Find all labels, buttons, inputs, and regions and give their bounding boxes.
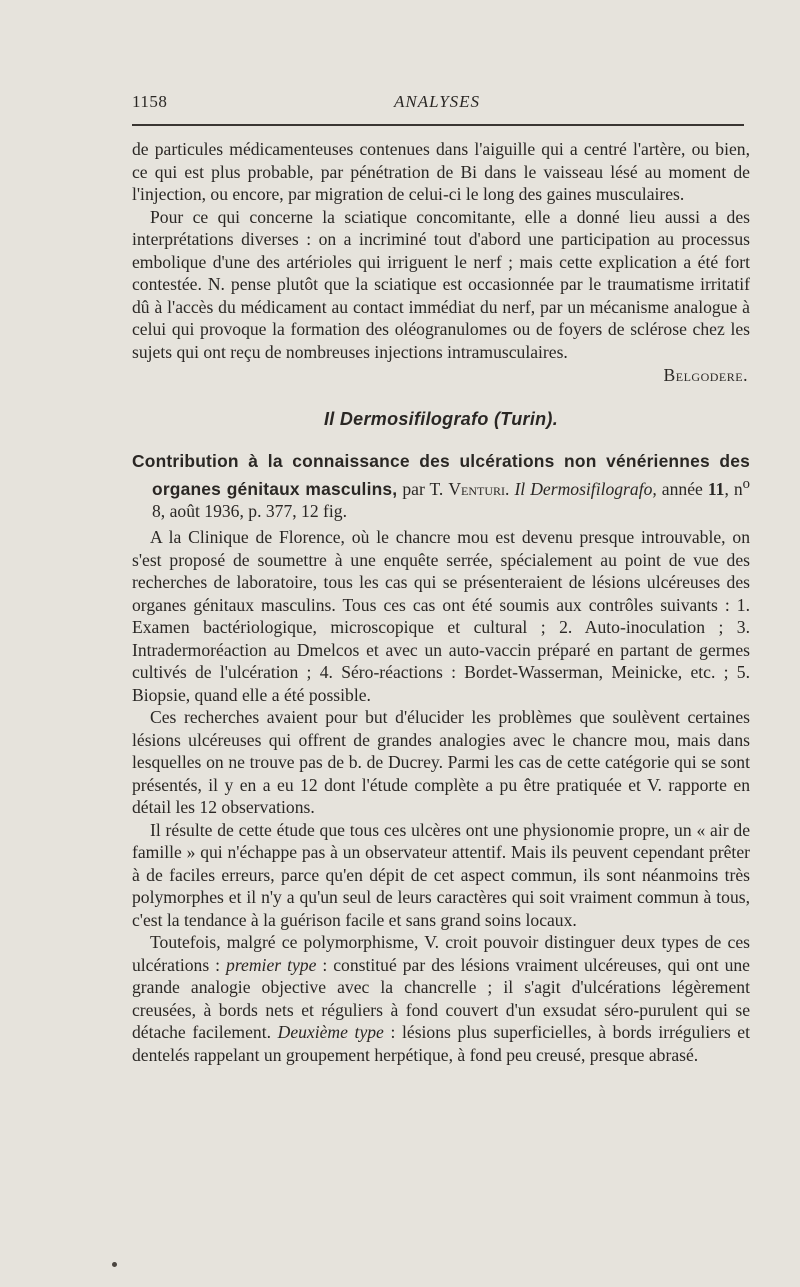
ink-speck [112, 1262, 117, 1267]
type-two-label: Deuxième type [277, 1022, 384, 1043]
type-one-label: premier type [226, 954, 317, 975]
article-annee-label: année [656, 478, 708, 499]
article-reference [132, 450, 750, 522]
running-title: ANALYSES [393, 92, 481, 111]
text-body [132, 138, 750, 1066]
page-header [132, 92, 742, 116]
article-par: par T. [397, 478, 449, 499]
article-volume: 11 [707, 478, 725, 499]
continued-paragraph: de particules médicamenteuses contenues dans l'aiguille qui a centré l'artère, ou bien, ce qui est plus probable, par pénétration de Bi dans le vaisseau lésé au moment de l'injection, ou encore, par migration de celui-ci le long des gaines musculaires. [132, 139, 750, 204]
types-intro: Toutefois, malgré ce polymorphisme, V. croit pouvoir distinguer deux types de ces ulcérations : [132, 932, 750, 975]
article-issue-prefix: , n [724, 478, 743, 499]
paragraph-sciatique: Pour ce qui concerne la sciatique concomitante, elle a donné lieu aussi a des interprétations diverses : on a incriminé tout d'abord une participation au processus embolique d'une des artérioles qui irriguent le nerf ; mais cette explication a été fort contestée. N. pense plutôt que la sciatique est occasionnée par le traumatisme irritatif dû à l'accès du médicament au contact immédiat du nerf, par un mécanisme analogue à celui qui provoque la formation des oléogranulomes ou de foyers de sclérose chez les sujets qui ont reçu de nombreuses injections intramusculaires. [132, 206, 750, 362]
article-issue-sup: o [742, 475, 750, 492]
reviewer-signature: Belgodere. [663, 365, 748, 385]
journal-heading: Il Dermosifilografo (Turin). [323, 408, 559, 429]
paragraph-resultats: Il résulte de cette étude que tous ces ulcères ont une physionomie propre, un « air de famille » qui n'échappe pas à un observateur attentif. Mais ils peuvent cependant prêter à de faciles erreurs, parce qu'en dépit de cet aspect commun, ils sont néanmoins très polymorphes et il n'y a qu'un seul de leurs caractères qui soit vraiment commun à tous, c'est la tendance à la guérison facile et sans grand soins locaux. [132, 819, 750, 930]
article-title: Contribution à la connaissance des ulcérations non vénériennes des organes génitaux masculins, [132, 451, 750, 499]
article-issue-rest: 8, août 1936, p. 377, 12 fig. [152, 500, 347, 521]
paragraph-recherches: Ces recherches avaient pour but d'élucider les problèmes que soulèvent certaines lésions ulcéreuses qui offrent de grandes analogies avec le chancre mou, mais dans lesquelles on ne trouve pas de b. de Ducrey. Parmi les cas de cette catégorie qui se sont présentés, il y en a eu 12 dont l'étude complète a pu être pratiquée et V. rapporte en détail les 12 observations. [132, 707, 750, 818]
paragraph-clinique: A la Clinique de Florence, où le chancre mou est devenu presque introuvable, on s'est proposé de soumettre à une enquête serrée, spécialement au point de vue des recherches de laboratoire, tous les cas qui se présenteraient de lésions ulcéreuses des organes génitaux masculins. Tous ces cas ont été soumis aux contrôles suivants : 1. Examen bactériologique, microscopique et cultural ; 2. Auto-inoculation ; 3. Intradermoréaction au Dmelcos et avec un auto-vaccin préparé en partant de germes cultivés de l'ulcération ; 4. Séro-réactions : Bordet-Wasserman, Meinicke, etc. ; 5. Biopsie, quand elle a été possible. [132, 527, 750, 705]
article-source: Il Dermosifilografo, [514, 478, 657, 499]
type-one-text: : constitué par des lésions vraiment ulcéreuses, qui ont une grande analogie objective avec la chancrelle ; il s'agit d'ulcérations légèrement creusées, à bords nets et réguliers à fond couvert d'un exsudat séro-purulent qui se détache facilement. [132, 954, 750, 1043]
type-two-text: : lésions plus superficielles, à bords irréguliers et dentelés rappelant un groupement herpétique, à fond peu creusé, presque abrasé. [132, 1022, 751, 1065]
page-number: 1158 [132, 92, 168, 111]
paragraph-types [132, 931, 750, 1066]
article-author: Venturi. [448, 478, 510, 499]
header-rule [132, 124, 744, 126]
